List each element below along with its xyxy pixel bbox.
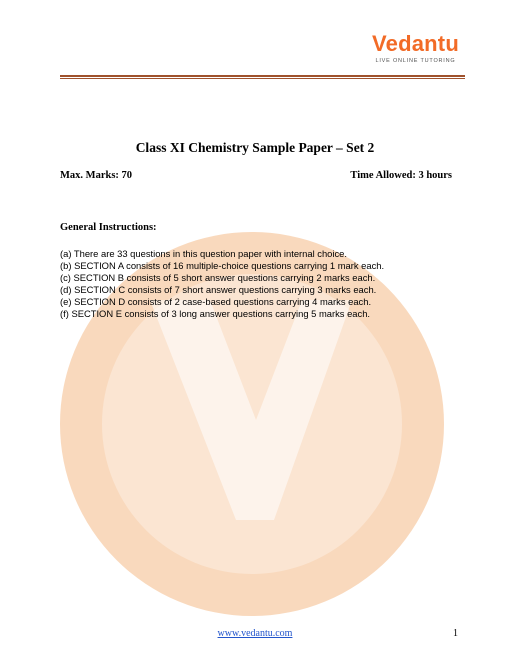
paper-title: Class XI Chemistry Sample Paper – Set 2: [135, 140, 375, 155]
instruction-item: (a) There are 33 questions in this question paper with internal choice.: [60, 248, 347, 259]
vedantu-logo[interactable]: [368, 32, 463, 72]
instructions-heading: General Instructions:: [60, 222, 157, 233]
instruction-item: (b) SECTION A consists of 16 multiple-choice questions carrying 1 mark each.: [60, 260, 385, 271]
logo-wordmark: Vedantu: [372, 31, 459, 56]
logo-tagline: LIVE ONLINE TUTORING: [375, 58, 456, 64]
header-rule-light: [60, 78, 465, 79]
instruction-item: (d) SECTION C consists of 7 short answer questions carrying 3 marks each.: [60, 284, 377, 295]
page-number: 1: [453, 628, 458, 639]
instruction-item: (f) SECTION E consists of 3 long answer questions carrying 5 marks each.: [60, 308, 371, 319]
instruction-item: (e) SECTION D consists of 2 case-based questions carrying 4 marks each.: [60, 296, 372, 307]
instruction-item: (c) SECTION B consists of 5 short answer questions carrying 2 marks each.: [60, 272, 376, 283]
header-rule: [60, 75, 465, 77]
instructions-list: [60, 248, 384, 320]
max-marks: Max. Marks: 70: [60, 170, 133, 181]
footer-website-link[interactable]: www.vedantu.com: [217, 628, 293, 639]
time-allowed: Time Allowed: 3 hours: [350, 170, 452, 181]
